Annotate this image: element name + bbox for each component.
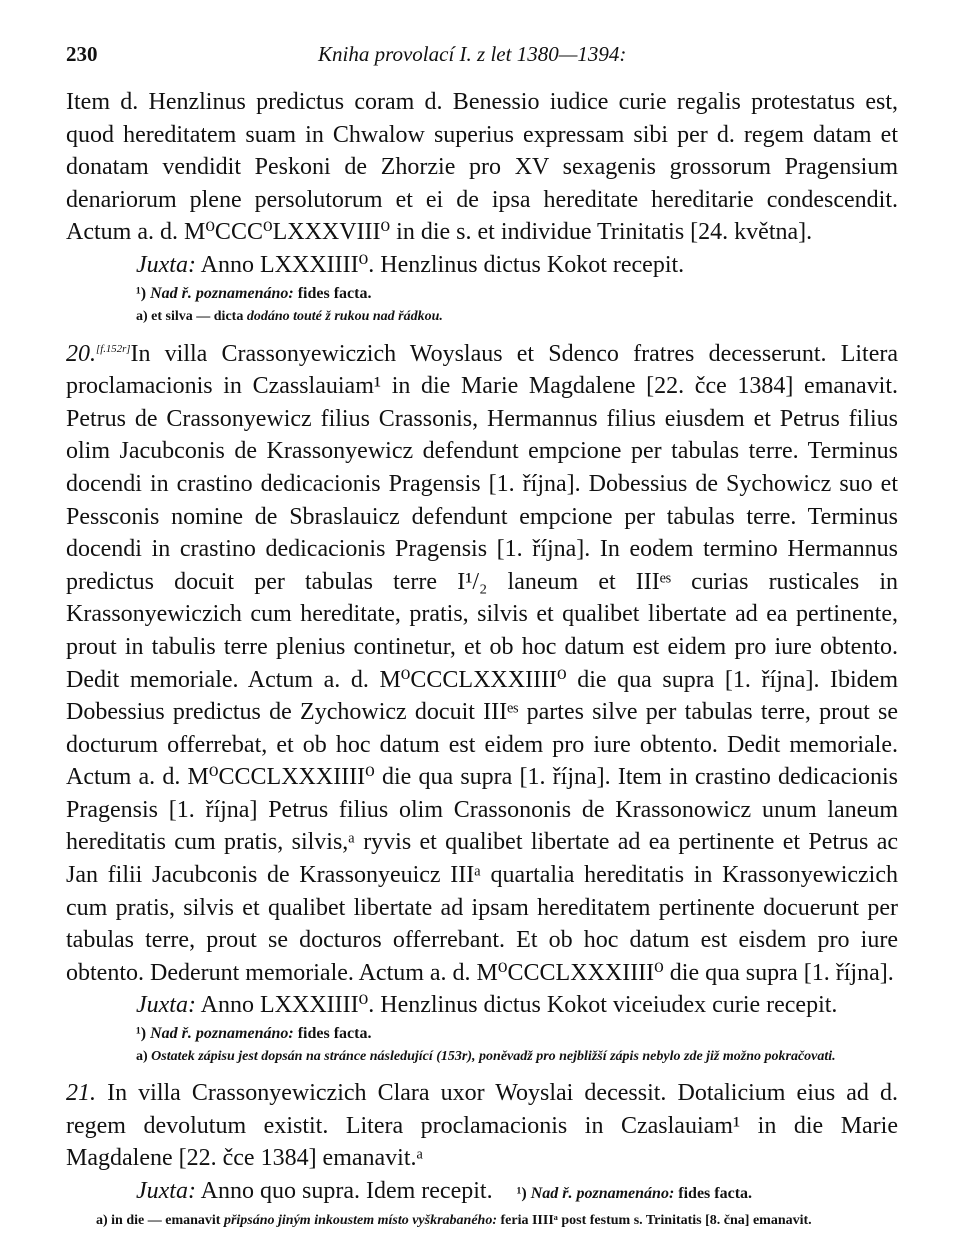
juxta-text: Anno LXXXIIII⁰. Henzlinus dictus Kokot viceiudex curie recepit. [200, 992, 838, 1019]
footnote-marker: ¹) [516, 1184, 527, 1202]
footnote-marker: a) [136, 1049, 148, 1065]
footnote-text: fides facta. [297, 1025, 372, 1043]
juxta-text: Anno quo supra. Idem recepit. [200, 1177, 493, 1204]
footnote-text: fides facta. [678, 1184, 753, 1202]
entry-number: 21. [66, 1080, 96, 1107]
footnote-text: fides facta. [297, 284, 372, 302]
footnote-marker: ¹) [136, 1025, 147, 1043]
footnote-marker: a) [96, 1213, 108, 1229]
footnote-a [66, 1046, 898, 1067]
juxta-text: Anno LXXXIIII⁰. Henzlinus dictus Kokot recepit. [200, 251, 685, 278]
footnote-a [66, 306, 898, 328]
juxta-note [66, 989, 898, 1022]
entry-20 [66, 338, 898, 990]
entry-21 [66, 1077, 898, 1175]
footnote-italic: dodáno touté ž rukou nad řádkou. [246, 308, 443, 324]
footnote-marker: ¹) [136, 284, 147, 302]
footnote-rest: feria IIIIᵃ post festum s. Trinitatis [8. čna] emanavit. [500, 1213, 812, 1229]
footnote-1 [66, 1022, 898, 1046]
folio-mark: [f.152r] [96, 342, 131, 355]
juxta-label: Juxta: [136, 1177, 196, 1204]
entry-text: In villa Crassonyewiczich Clara uxor Woyslai decessit. Dotalicium eius ad d. regem devolutum existit. Litera proclamacionis in Czaslauiam¹ in die Marie Magdalene [22. čce 1384] emanavit.ᵃ [66, 1080, 899, 1172]
footnote-marker: a) [136, 308, 148, 324]
entry-paragraph: Item d. Henzlinus predictus coram d. Benessio iudice curie regalis protestatus est, quod hereditatem suam in Chwalow superius expressam sibi per d. regem datam et donatam vendidit Peskoni de Zhorzie pro XV sexagenis grossorum Pragensium denariorum plene persolutorum et ei de ipsa hereditate hereditarie condescendit. Actum a. d. M⁰CCC⁰LXXXVIII⁰ in die s. et individue Trinitatis [24. května]. [66, 89, 898, 246]
footnote-italic: Nad ř. poznamenáno: [150, 284, 294, 302]
page-number: 230 [66, 42, 98, 66]
footnote-1 [66, 282, 898, 306]
juxta-note [66, 249, 898, 282]
footnote-text: Ostatek zápisu jest dopsán na stránce následující (153r), poněvadž pro nejbližší zápis nebylo zde již možno pokračovati. [151, 1049, 836, 1065]
entry-number: 20. [66, 340, 96, 367]
footnote-italic: Nad ř. poznamenáno: [530, 1184, 675, 1202]
running-title: Kniha provolací I. z let 1380—1394: [318, 42, 627, 66]
document-body [66, 86, 898, 1231]
page-header [66, 36, 896, 76]
juxta-label: Juxta: [136, 992, 196, 1019]
footnote-italic: Nad ř. poznamenáno: [150, 1025, 294, 1043]
footnote-1 [517, 1185, 752, 1202]
juxta-label: Juxta: [136, 251, 196, 278]
footnote-text: in die — emanavit [111, 1213, 221, 1229]
footnote-a [66, 1210, 898, 1231]
footnote-italic: připsáno jiným inkoustem místo vyškrabaného: [223, 1213, 497, 1229]
juxta-note [66, 1175, 898, 1211]
footnote-text: et silva — dicta [151, 308, 244, 324]
entry-text: In villa Crassonyewiczich Woyslaus et Sdenco fratres decesserunt. Litera proclamacionis in Czasslauiam¹ in die Marie Magdalene [22. čce 1384] emanavit. Petrus de Crassonyewicz filius Crassonis, Hermannus filius eiusdem et Petrus filius olim Jacubconis de Krassonyewicz defendunt empcione per tabulas terre. Terminus docendi in crastino dedicacionis Pragensis [1. října]. Dobessius de Sychowicz suo et Pessconis nomine de Sbraslauicz defendunt empcione per tabulas terre. Terminus docendi in crastino dedicacionis Pragensis [1. října]. In eodem termino Hermannus predictus docuit per tabulas terre I¹/₂ laneum et IIIᵉˢ curias rusticales in Krassonyewiczich cum hereditate, pratis, silvis et qualibet libertate ad ea pertinente, prout in tabulis terre plenius continetur, et ob hoc datum est eidem pro iure obtento. Dedit memoriale. Actum a. d. M⁰CCCLXXXIIII⁰ die qua supra [1. října]. Ibidem Dobessius predictus de Zychowicz docuit IIIᵉˢ partes silve per tabulas terre, prout se docturum offerrebat, et ob hoc datum est eidem pro iure obtento. Dedit memoriale. Actum a. d. M⁰CCCLXXXIIII⁰ die qua supra [1. října]. Item in crastino dedicacionis Pragensis [1. října] Petrus filius olim Crassononis de Krassonowicz unum laneum hereditatis cum pratis, silvis,ᵃ ryvis et qualibet libertate ad ea pertinente et Petrus ac Jan filii Jacubconis de Krassonyeuicz IIIᵃ quartalia hereditatis in Krassonyewiczich cum pratis, silvis et qualibet libertate ad ipsam hereditatem pertinente docuerunt per tabulas terre, prout se docturos offerrebant. Et ob hoc datum est eisdem pro iure obtento. Dederunt memoriale. Actum a. d. M⁰CCCLXXXIIII⁰ die qua supra [1. října]. [66, 340, 898, 986]
